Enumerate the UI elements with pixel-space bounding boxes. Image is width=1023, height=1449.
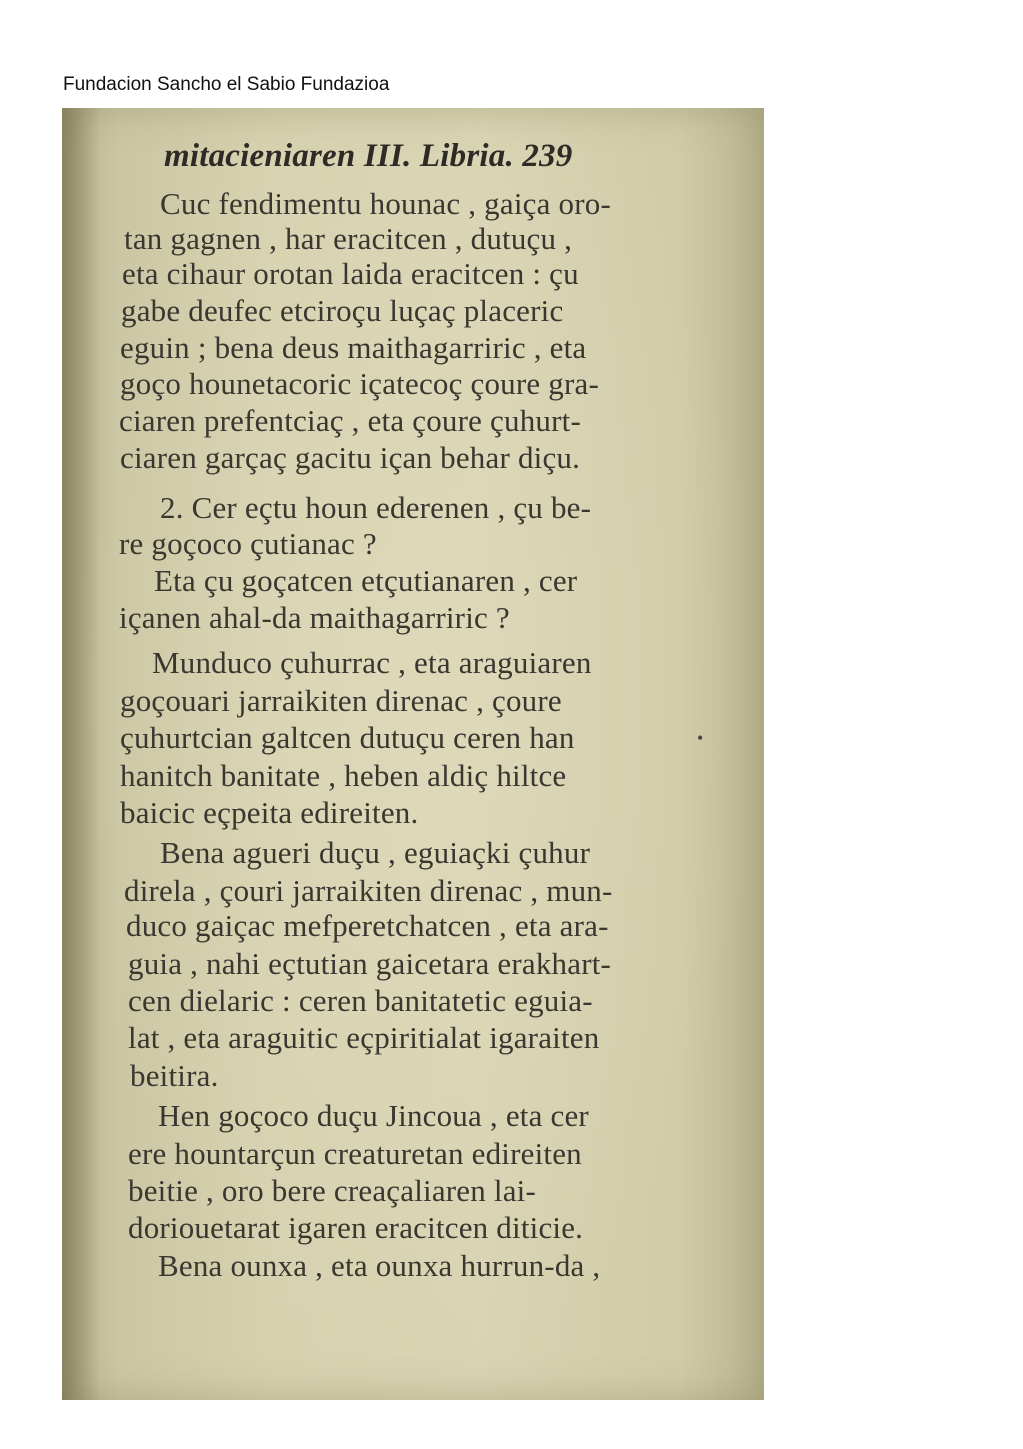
text-line: beitie , oro bere creaçaliaren lai-	[128, 1173, 537, 1208]
text-line: ciaren garçaç gacitu içan behar diçu.	[120, 440, 581, 475]
text-line: ere hountarçun creaturetan edireiten	[128, 1136, 582, 1171]
text-line: Hen goçoco duçu Jincoua , eta cer	[158, 1098, 589, 1133]
text-line: duco gaiçac mefperetchatcen , eta ara-	[126, 908, 609, 943]
text-line: tan gagnen , har eracitcen , dutuçu ,	[124, 221, 573, 256]
text-line: re goçoco çutianac ?	[119, 526, 377, 561]
text-line: ciaren prefentciaç , eta çoure çuhurt-	[119, 403, 581, 438]
text-line: baicic eçpeita edireiten.	[120, 795, 419, 830]
text-line: eguin ; bena deus maithagarriric , eta	[120, 330, 587, 365]
text-line: içanen ahal-da maithagarriric ?	[119, 600, 510, 635]
text-line: gabe deufec etciroçu luçaç placeric	[121, 293, 564, 328]
text-line: cen dielaric : ceren banitatetic eguia-	[128, 983, 593, 1018]
text-line: çuhurtcian galtcen dutuçu ceren han	[120, 720, 575, 755]
archive-source-label: Fundacion Sancho el Sabio Fundazioa	[63, 74, 390, 95]
text-line: Eta çu goçatcen etçutianaren , cer	[154, 563, 578, 598]
page-text-block	[62, 108, 764, 1400]
text-line: eta cihaur orotan laida eracitcen : çu	[122, 256, 579, 291]
text-line: guia , nahi eçtutian gaicetara erakhart-	[128, 946, 612, 981]
text-line: Munduco çuhurrac , eta araguiaren	[152, 645, 592, 680]
text-line: 2. Cer eçtu houn ederenen , çu be-	[160, 490, 592, 525]
text-line: goçouari jarraikiten direnac , çoure	[120, 683, 562, 718]
text-line: goço hounetacoric içatecoç çoure gra-	[120, 366, 600, 401]
margin-mark: •	[697, 728, 704, 748]
text-line: Cuc fendimentu hounac , gaiça oro-	[160, 186, 611, 221]
text-line: Bena ounxa , eta ounxa hurrun-da ,	[158, 1248, 601, 1283]
text-line: doriouetarat igaren eracitcen diticie.	[128, 1210, 584, 1245]
scanned-book-page	[62, 108, 764, 1400]
text-line: hanitch banitate , heben aldiç hiltce	[120, 758, 567, 793]
text-line: beitira.	[130, 1058, 219, 1093]
running-head: mitacieniaren III. Libria. 239	[164, 138, 573, 174]
text-line: direla , çouri jarraikiten direnac , mun-	[124, 873, 613, 908]
text-line: lat , eta araguitic eçpiritialat igaraiten	[128, 1020, 600, 1055]
text-line: Bena agueri duçu , eguiaçki çuhur	[160, 835, 591, 870]
